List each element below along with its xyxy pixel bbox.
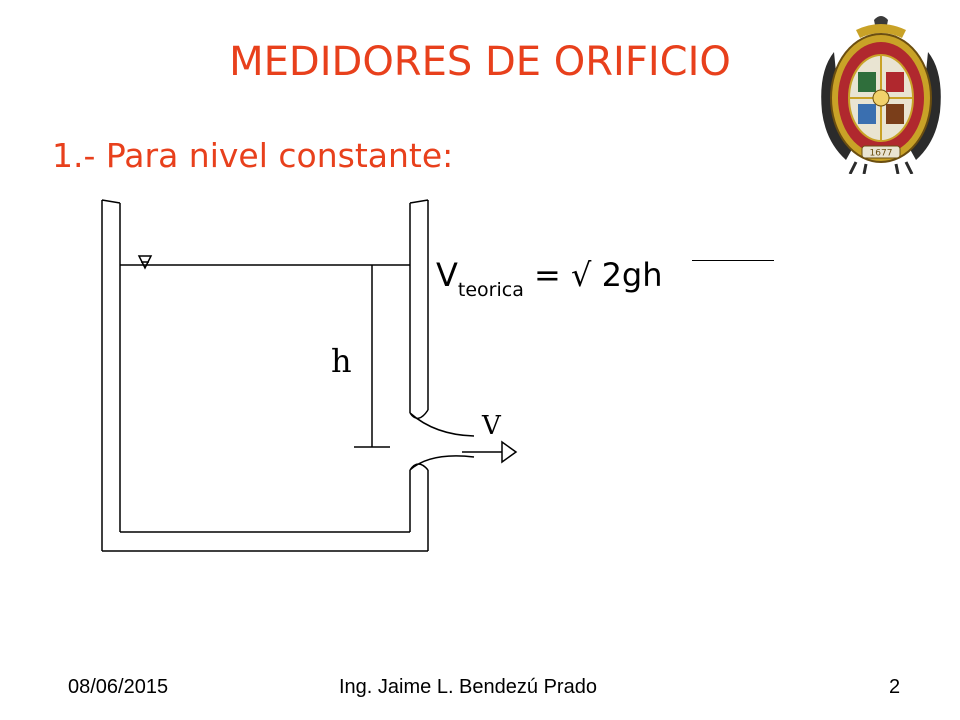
footer-date: 08/06/2015 <box>68 676 169 698</box>
footer-page-number: 2 <box>889 676 901 698</box>
tank-bottom <box>102 532 428 551</box>
height-label: h <box>331 342 352 380</box>
emblem-year: 1677 <box>869 148 893 159</box>
water-level-symbol <box>139 256 151 268</box>
slide-title: MEDIDORES DE ORIFICIO <box>229 39 731 85</box>
tank-left-wall <box>102 200 120 551</box>
tank-right-wall-lower <box>410 470 428 551</box>
formula-subscript: teorica <box>457 279 524 301</box>
orifice-upper-lip <box>410 410 474 436</box>
orifice-lower-lip <box>410 456 474 470</box>
formula-v: V <box>436 256 458 294</box>
university-emblem <box>816 12 946 174</box>
footer-author: Ing. Jaime L. Bendezú Prado <box>339 676 597 698</box>
velocity-arrow-head <box>502 442 516 462</box>
velocity-label: V <box>482 411 501 441</box>
formula-rhs: = √ 2gh <box>523 256 663 294</box>
slide-subtitle: 1.- Para nivel constante: <box>52 136 454 175</box>
tank-right-wall-upper <box>410 200 428 413</box>
